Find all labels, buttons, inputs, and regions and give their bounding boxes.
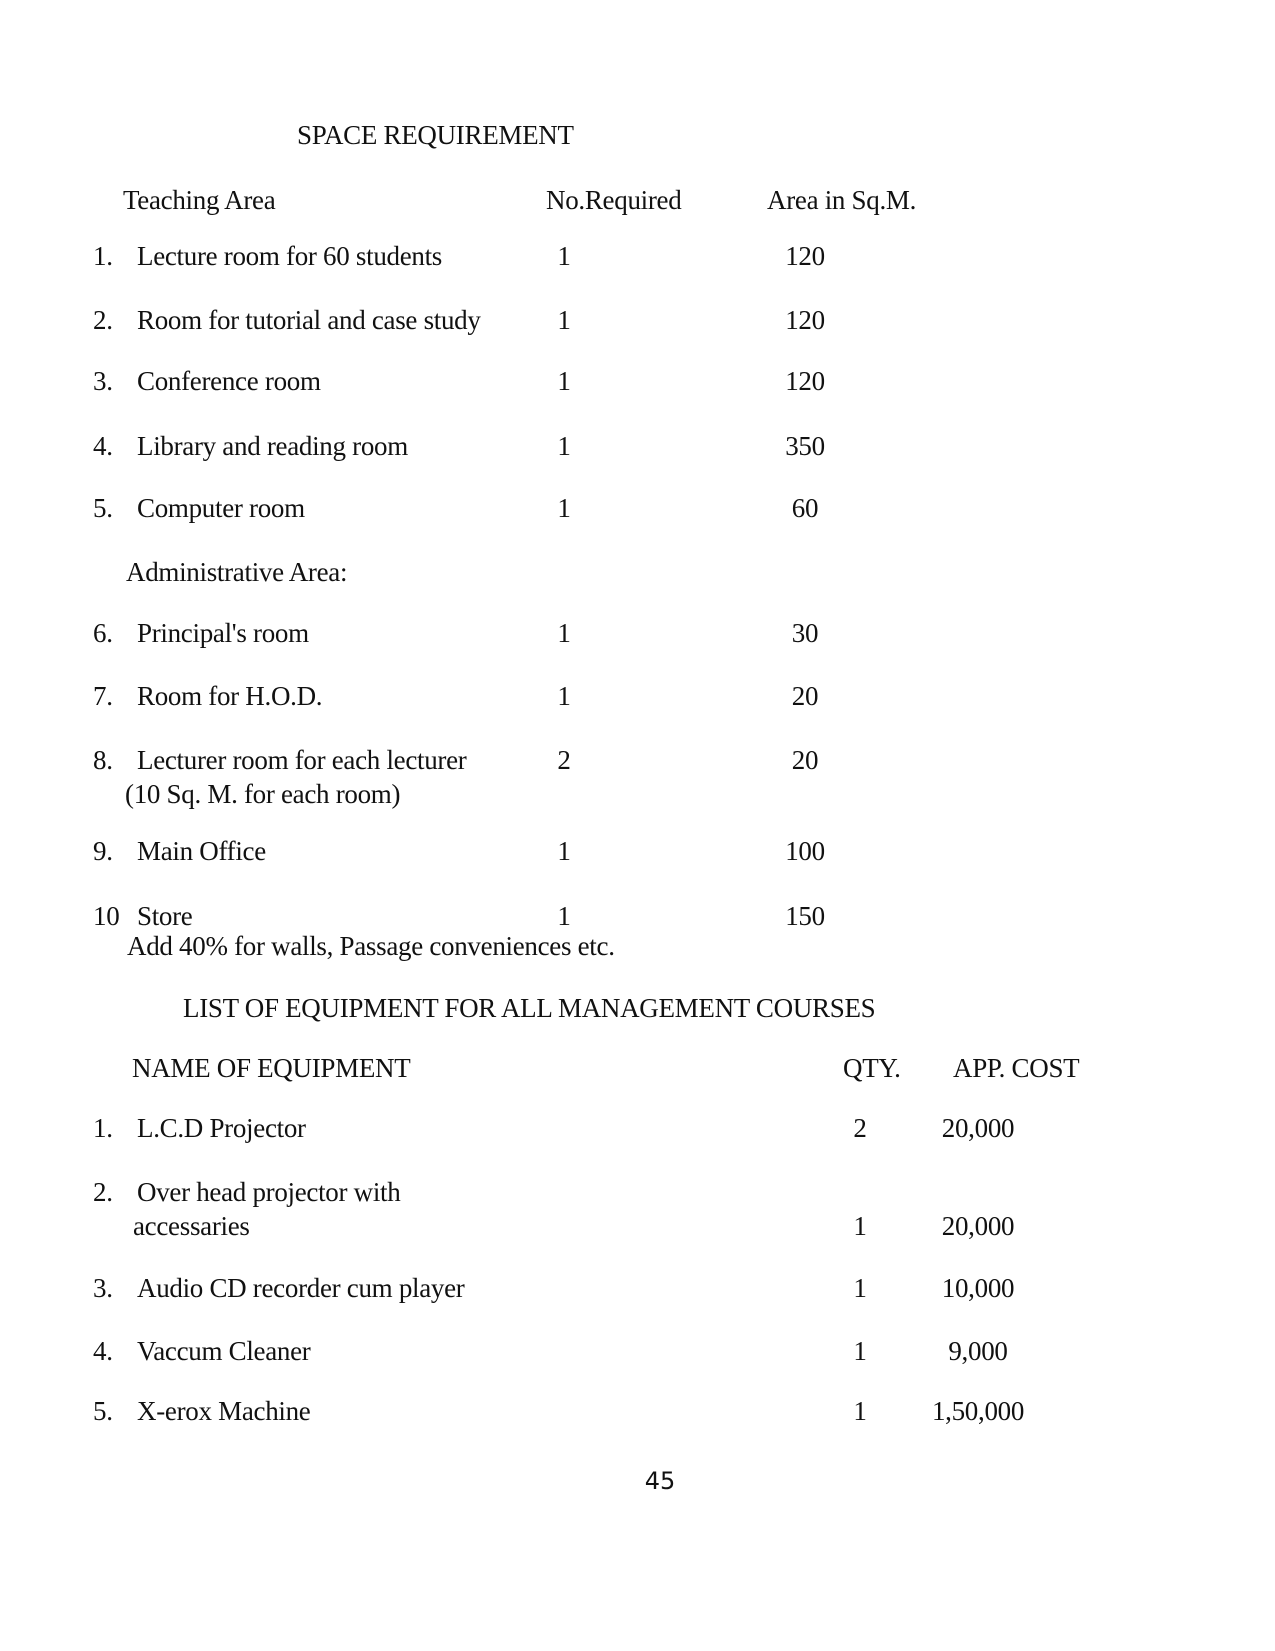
col-header-no-required: No.Required	[546, 185, 682, 215]
row-label: Audio CD recorder cum player	[137, 1273, 465, 1303]
row-required: 1	[557, 681, 571, 711]
row-area: 120	[785, 305, 825, 335]
equipment-section-title: LIST OF EQUIPMENT FOR ALL MANAGEMENT COURSES	[183, 993, 876, 1023]
walls-passage-note: Add 40% for walls, Passage conveniences etc.	[127, 931, 615, 961]
row-number: 1.	[93, 1113, 113, 1143]
row-label: Computer room	[137, 493, 305, 523]
row-label-line2: accessaries	[133, 1211, 250, 1241]
row-area: 20	[791, 681, 819, 711]
col-header-equipment-name: NAME OF EQUIPMENT	[132, 1053, 411, 1083]
row-label: Room for tutorial and case study	[137, 305, 481, 335]
page-number: 45	[644, 1467, 676, 1495]
section-label-administrative-area: Administrative Area:	[126, 557, 348, 587]
row-label: Lecturer room for each lecturer	[137, 745, 467, 775]
row-required: 1	[557, 305, 571, 335]
col-header-teaching-area: Teaching Area	[123, 185, 276, 215]
row-required: 1	[557, 901, 571, 931]
row-area: 20	[791, 745, 819, 775]
row-label: Store	[137, 901, 193, 931]
row-label: Room for H.O.D.	[137, 681, 323, 711]
row-label: Main Office	[137, 836, 266, 866]
row-required: 1	[557, 366, 571, 396]
row-number: 5.	[93, 1396, 113, 1426]
row-number: 1.	[93, 241, 113, 271]
row-label: L.C.D Projector	[137, 1113, 306, 1143]
row-number: 4.	[93, 431, 113, 461]
row-label-line2: (10 Sq. M. for each room)	[125, 779, 401, 809]
row-label: Conference room	[137, 366, 321, 396]
row-number: 6.	[93, 618, 113, 648]
row-number: 3.	[93, 1273, 113, 1303]
col-header-area-sqm: Area in Sq.M.	[767, 185, 917, 215]
row-number: 5.	[93, 493, 113, 523]
row-required: 1	[557, 493, 571, 523]
row-qty: 1	[853, 1396, 867, 1426]
row-required: 1	[557, 431, 571, 461]
row-label: Over head projector with	[137, 1177, 401, 1207]
row-label: Library and reading room	[137, 431, 408, 461]
row-number: 7.	[93, 681, 113, 711]
row-area: 100	[785, 836, 825, 866]
row-qty: 1	[853, 1336, 867, 1366]
row-label: X-erox Machine	[137, 1396, 311, 1426]
row-number: 10	[93, 901, 120, 931]
row-qty: 2	[853, 1113, 867, 1143]
row-label: Principal's room	[137, 618, 309, 648]
row-area: 30	[791, 618, 819, 648]
row-label: Vaccum Cleaner	[137, 1336, 311, 1366]
row-cost: 10,000	[941, 1273, 1015, 1303]
row-area: 120	[785, 241, 825, 271]
row-cost: 1,50,000	[931, 1396, 1025, 1426]
row-number: 9.	[93, 836, 113, 866]
row-area: 120	[785, 366, 825, 396]
row-required: 1	[557, 241, 571, 271]
row-number: 3.	[93, 366, 113, 396]
row-cost: 9,000	[948, 1336, 1008, 1366]
row-number: 2.	[93, 1177, 113, 1207]
row-number: 4.	[93, 1336, 113, 1366]
col-header-app-cost: APP. COST	[953, 1053, 1080, 1083]
row-cost: 20,000	[941, 1211, 1015, 1241]
row-area: 350	[785, 431, 825, 461]
row-number: 2.	[93, 305, 113, 335]
row-required: 1	[557, 836, 571, 866]
row-required: 2	[557, 745, 571, 775]
row-required: 1	[557, 618, 571, 648]
row-cost: 20,000	[941, 1113, 1015, 1143]
row-area: 150	[785, 901, 825, 931]
row-label: Lecture room for 60 students	[137, 241, 443, 271]
page-title: SPACE REQUIREMENT	[297, 120, 574, 150]
row-qty: 1	[853, 1273, 867, 1303]
row-number: 8.	[93, 745, 113, 775]
row-area: 60	[791, 493, 819, 523]
row-qty: 1	[853, 1211, 867, 1241]
col-header-qty: QTY.	[843, 1053, 901, 1083]
